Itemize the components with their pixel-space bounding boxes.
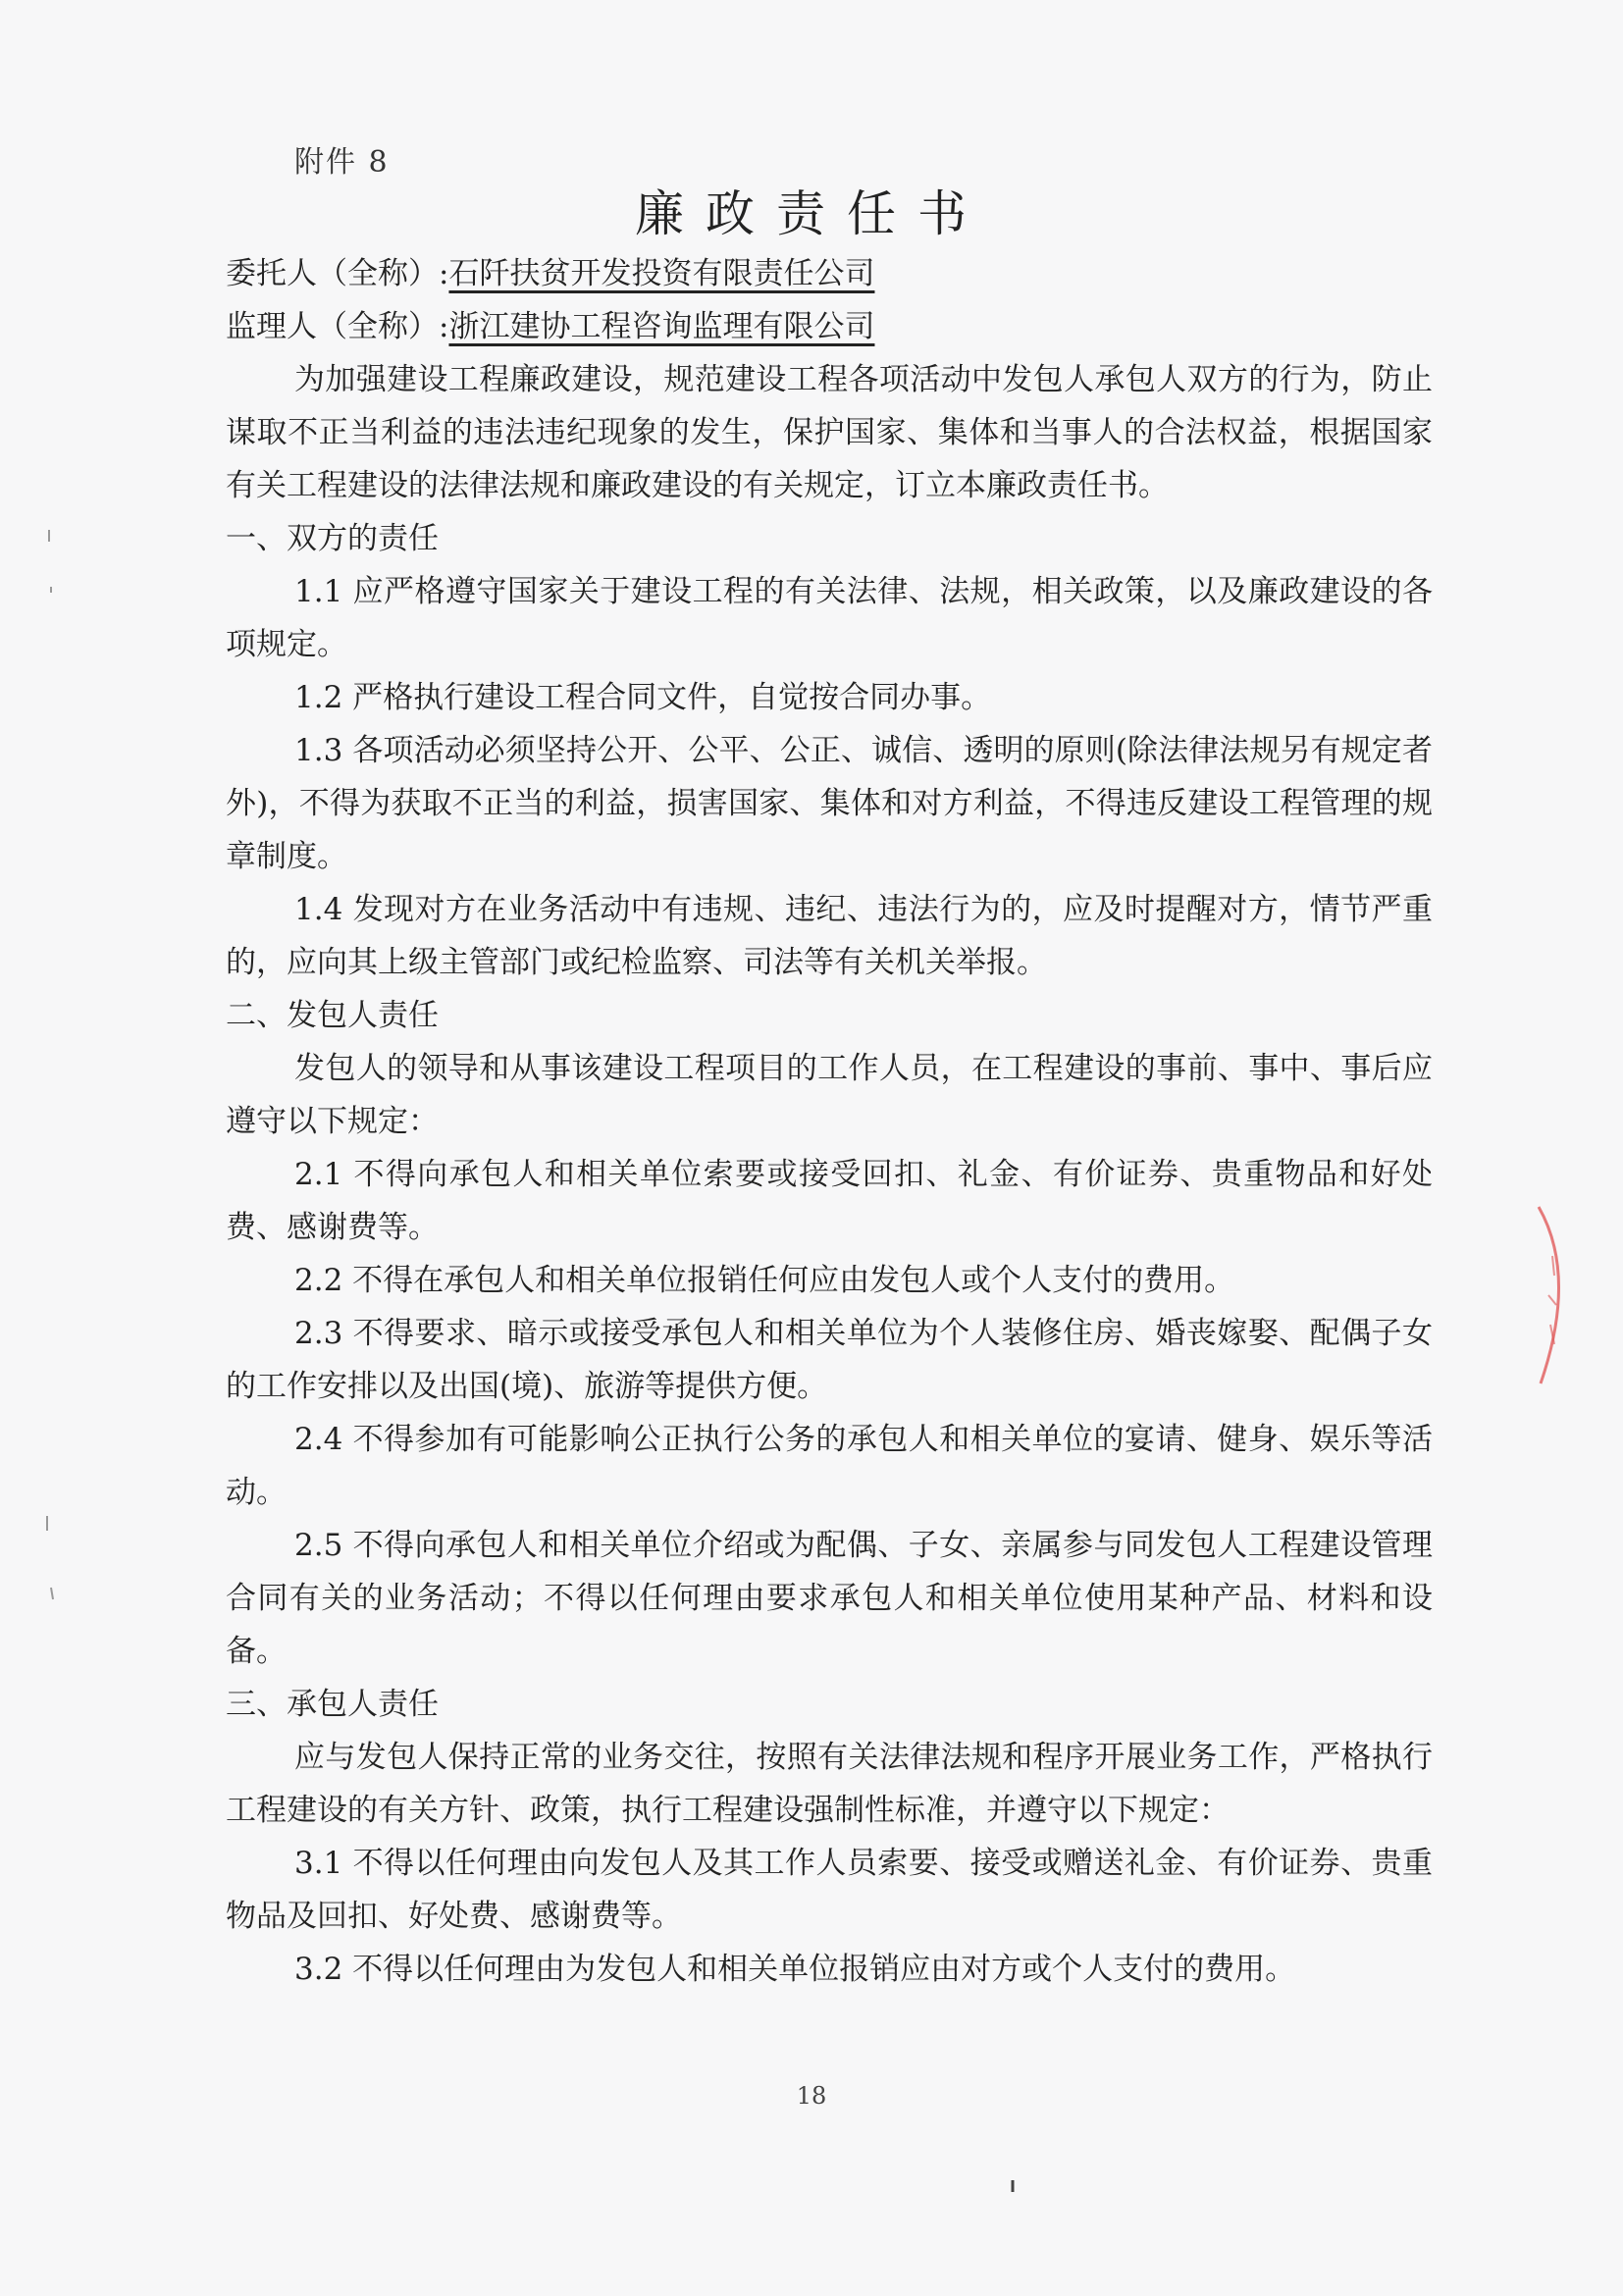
clause-paragraph: 2.2 不得在承包人和相关单位报销任何应由发包人或个人支付的费用。 xyxy=(294,1263,1235,1298)
clause-paragraph: 应与发包人保持正常的业务交往，按照有关法律法规和程序开展业务工作，严格执行工程建设的有关方针、政策，执行工程建设强制性标准，并遵守以下规定： xyxy=(226,1740,1433,1828)
party-name: 浙江建协工程咨询监理有限公司 xyxy=(448,309,875,344)
party-supervisor xyxy=(226,300,1433,353)
party-label: 监理人（全称）: xyxy=(226,309,449,344)
clause-paragraph: 3.1 不得以任何理由向发包人及其工作人员索要、接受或赠送礼金、有价证券、贵重物品及回扣、好处费、感谢费等。 xyxy=(226,1846,1433,1934)
section-heading: 一、双方的责任 xyxy=(226,521,439,556)
clause-paragraph: 1.4 发现对方在业务活动中有违规、违纪、违法行为的，应及时提醒对方，情节严重的，应向其上级主管部门或纪检监察、司法等有关机关举报。 xyxy=(226,892,1433,980)
clause-paragraph: 1.1 应严格遵守国家关于建设工程的有关法律、法规，相关政策，以及廉政建设的各项规定。 xyxy=(226,574,1433,662)
clause-paragraph: 2.4 不得参加有可能影响公正执行公务的承包人和相关单位的宴请、健身、娱乐等活动。 xyxy=(226,1422,1433,1510)
seal-stamp-edge xyxy=(1531,1197,1590,1393)
document-body xyxy=(226,247,1433,1996)
party-label: 委托人（全称）: xyxy=(226,256,449,291)
clause-paragraph: 1.3 各项活动必须坚持公开、公平、公正、诚信、透明的原则(除法律法规另有规定者外)，不得为获取不正当的利益，损害国家、集体和对方利益，不得违反建设工程管理的规章制度。 xyxy=(226,733,1433,874)
section-heading: 二、发包人责任 xyxy=(226,998,439,1033)
intro-paragraph: 为加强建设工程廉政建设，规范建设工程各项活动中发包人承包人双方的行为，防止谋取不正当利益的违法违纪现象的发生，保护国家、集体和当事人的合法权益，根据国家有关工程建设的法律法规和廉政建设的有关规定，订立本廉政责任书。 xyxy=(226,362,1433,503)
annex-label: 附件 8 xyxy=(294,145,390,180)
clause-paragraph: 2.5 不得向承包人和相关单位介绍或为配偶、子女、亲属参与同发包人工程建设管理合同有关的业务活动；不得以任何理由要求承包人和相关单位使用某种产品、材料和设备。 xyxy=(226,1528,1433,1669)
party-name: 石阡扶贫开发投资有限责任公司 xyxy=(448,256,875,291)
clause-paragraph: 2.3 不得要求、暗示或接受承包人和相关单位为个人装修住房、婚丧嫁娶、配偶子女的工作安排以及出国(境)、旅游等提供方便。 xyxy=(226,1316,1433,1404)
clause-paragraph: 发包人的领导和从事该建设工程项目的工作人员，在工程建设的事前、事中、事后应遵守以下规定： xyxy=(226,1051,1433,1139)
document-title: 廉政责任书 xyxy=(635,185,988,242)
section-heading: 三、承包人责任 xyxy=(226,1687,439,1722)
clause-paragraph: 2.1 不得向承包人和相关单位索要或接受回扣、礼金、有价证券、贵重物品和好处费、感谢费等。 xyxy=(226,1157,1433,1245)
party-entrusting xyxy=(226,247,1433,300)
clause-paragraph: 3.2 不得以任何理由为发包人和相关单位报销应由对方或个人支付的费用。 xyxy=(294,1952,1296,1987)
clause-paragraph: 1.2 严格执行建设工程合同文件，自觉按合同办事。 xyxy=(294,680,992,715)
page-number: 18 xyxy=(796,2082,827,2110)
